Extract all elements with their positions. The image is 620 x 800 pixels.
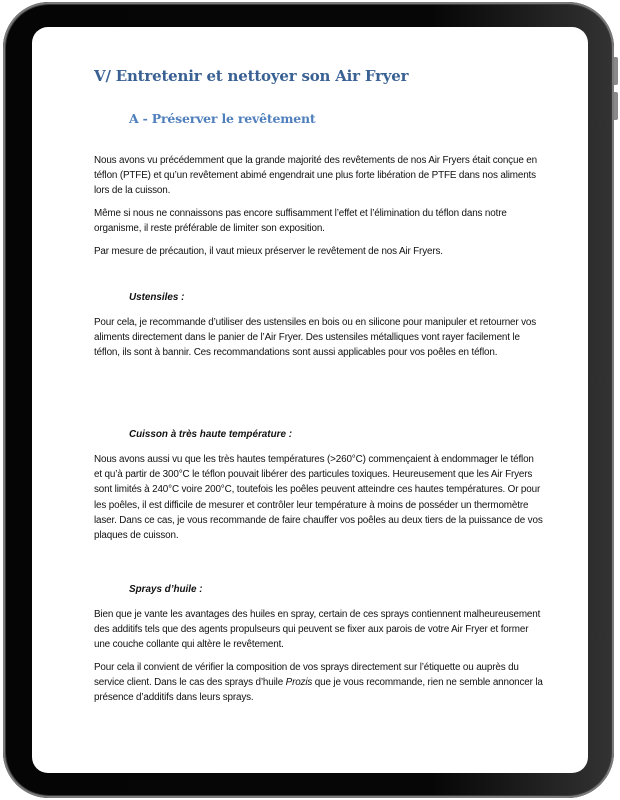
paragraph: Nous avons vu précédemment que la grande majorité des revêtements de nos Air Fryers était conçue en téflon (PTFE) et qu’un revêtement abimé engendrait une plus forte libération de PTFE dans nos aliments lors de la cuisson. <box>94 155 537 197</box>
subheading-ustensiles: Ustensiles : <box>129 292 185 303</box>
text: Pour cela il convient de vérifier la composition de vos sprays directement sur l’étiquette ou auprès du service client. Dans le cas des sprays d’huile <box>94 662 519 689</box>
paragraph <box>94 660 544 706</box>
brand-name: Prozis <box>285 677 313 689</box>
paragraph: Pour cela, je recommande d’utiliser des ustensiles en bois ou en silicone pour manipuler et retourner vos aliments directement dans le panier de l’Air Fryer. Des ustensiles métalliques vont rayer facilement le téflon, ils sont à bannir. Ces recommandations sont aussi applicables pour vos poêles en téflon. <box>94 317 537 359</box>
section-heading: A - Préserver le revêtement <box>129 111 316 126</box>
paragraph: Bien que je vante les avantages des huiles en spray, certain de ces sprays contiennent malheureusement des additifs tels que des agents propulseurs qui peuvent se fixer aux parois de votre Air Fryer et former une couche collante qui altère le revêtement. <box>94 609 541 651</box>
subheading-sprays: Sprays d’huile : <box>129 584 203 595</box>
paragraph: Nous avons aussi vu que les très hautes températures (>260°C) commençaient à endommager le téflon et qu’à partir de 300°C le téflon pouvait libérer des particules toxiques. Heureusement que les Air Fryers sont limités à 240°C voire 200°C, toutefois les poêles peuvent atteindre ces hautes températures. Or pour les poêles, il est difficile de mesurer et contrôler leur température à moins de posséder un thermomètre laser. Dans ce cas, je vous recommande de faire chauffer vos poêles au deux tiers de la puissance de vos plaques de cuisson. <box>94 454 543 542</box>
page-title: V/ Entretenir et nettoyer son Air Fryer <box>94 67 409 85</box>
subheading-cuisson: Cuisson à très haute température : <box>129 429 292 440</box>
paragraph: Même si nous ne connaissons pas encore suffisamment l’effet et l’élimination du téflon dans notre organisme, il reste préférable de limiter son exposition. <box>94 208 507 235</box>
tablet-screen <box>32 27 588 773</box>
text: que je vous recommande, rien ne semble annoncer la présence d’additifs dans leurs sprays. <box>94 677 543 704</box>
volume-down-button <box>614 92 618 120</box>
volume-up-button <box>614 57 618 85</box>
paragraph: Par mesure de précaution, il vaut mieux préserver le revêtement de nos Air Fryers. <box>94 246 443 257</box>
